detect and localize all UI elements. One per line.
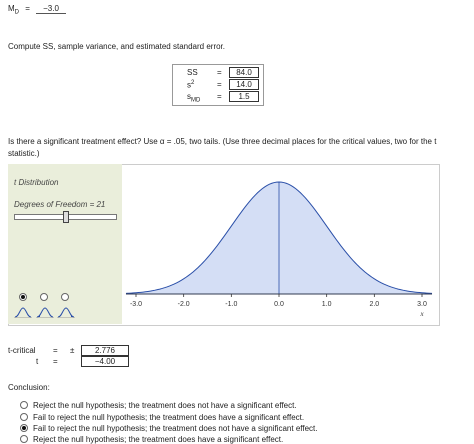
critical-pm: ± <box>70 346 75 355</box>
x-axis-variable: x <box>420 310 424 318</box>
variance-field[interactable]: 14.0 <box>229 79 259 90</box>
conclusion-option-4[interactable]: Reject the null hypothesis; the treatment does have a significant effect. <box>33 435 284 444</box>
conclusion-option-2[interactable]: Fail to reject the null hypothesis; the treatment does have a significant effect. <box>33 413 305 422</box>
stat-eq: = <box>217 68 222 77</box>
x-tick-label: 0.0 <box>274 301 284 308</box>
dof-label: Degrees of Freedom = 21 <box>14 200 106 209</box>
md-eq: = <box>25 4 30 13</box>
conclusion-radio-3[interactable] <box>20 424 28 432</box>
conclusion-option-1[interactable]: Reject the null hypothesis; the treatment does not have a significant effect. <box>33 401 297 410</box>
stat-sub: MD <box>191 97 201 104</box>
conclusion-label: Conclusion: <box>8 383 50 392</box>
stat-eq: = <box>217 80 222 89</box>
ss-field[interactable]: 84.0 <box>229 67 259 78</box>
right-tail-radio[interactable] <box>61 293 69 301</box>
stat-label: s <box>187 80 191 90</box>
prompt-significance: Is there a significant treatment effect? Use α = .05, two tails. (Use three decimal places for the critical values, two for the t statistic.) <box>8 137 437 158</box>
critical-label: t-critical <box>8 346 36 355</box>
tstat-eq: = <box>53 357 58 366</box>
critical-eq: = <box>53 346 58 355</box>
critical-field[interactable]: 2.776 <box>81 345 129 356</box>
distribution-title: t Distribution <box>14 178 59 187</box>
two-tail-icon[interactable] <box>14 306 32 318</box>
prompt-compute: Compute SS, sample variance, and estimated standard error. <box>8 42 225 51</box>
right-tail-icon[interactable] <box>57 306 75 318</box>
conclusion-radio-4[interactable] <box>20 435 28 443</box>
conclusion-option-3[interactable]: Fail to reject the null hypothesis; the treatment does not have a significant effect. <box>33 424 318 433</box>
left-tail-icon[interactable] <box>36 306 54 318</box>
conclusion-radio-1[interactable] <box>20 401 28 409</box>
md-label: M <box>8 4 15 13</box>
t-distribution-plot <box>122 164 438 324</box>
x-tick-label: -3.0 <box>129 301 143 308</box>
x-tick-label: 2.0 <box>369 301 380 308</box>
stat-row-ss <box>187 68 198 77</box>
x-tick-label: -2.0 <box>177 301 190 308</box>
stat-eq: = <box>217 92 222 101</box>
two-tail-radio[interactable] <box>19 293 27 301</box>
tstat-label: t <box>36 357 39 366</box>
md-sub: D <box>14 9 20 16</box>
x-tick-label: -1.0 <box>225 301 238 308</box>
stat-label: s <box>187 92 191 101</box>
conclusion-radio-2[interactable] <box>20 413 28 421</box>
x-tick-label: 3.0 <box>417 301 427 308</box>
md-row <box>8 4 30 16</box>
left-tail-radio[interactable] <box>40 293 48 301</box>
stats-box <box>172 64 264 106</box>
x-tick-label: 1.0 <box>321 301 332 308</box>
se-field[interactable]: 1.5 <box>229 91 259 102</box>
stat-sup: 2 <box>191 80 195 86</box>
stat-row-variance <box>187 80 194 90</box>
md-value: −3.0 <box>36 4 66 14</box>
dof-slider-handle[interactable] <box>63 211 69 223</box>
tstat-field[interactable]: −4.00 <box>81 356 129 367</box>
stat-row-se <box>187 92 200 104</box>
stat-label: SS <box>187 68 198 77</box>
